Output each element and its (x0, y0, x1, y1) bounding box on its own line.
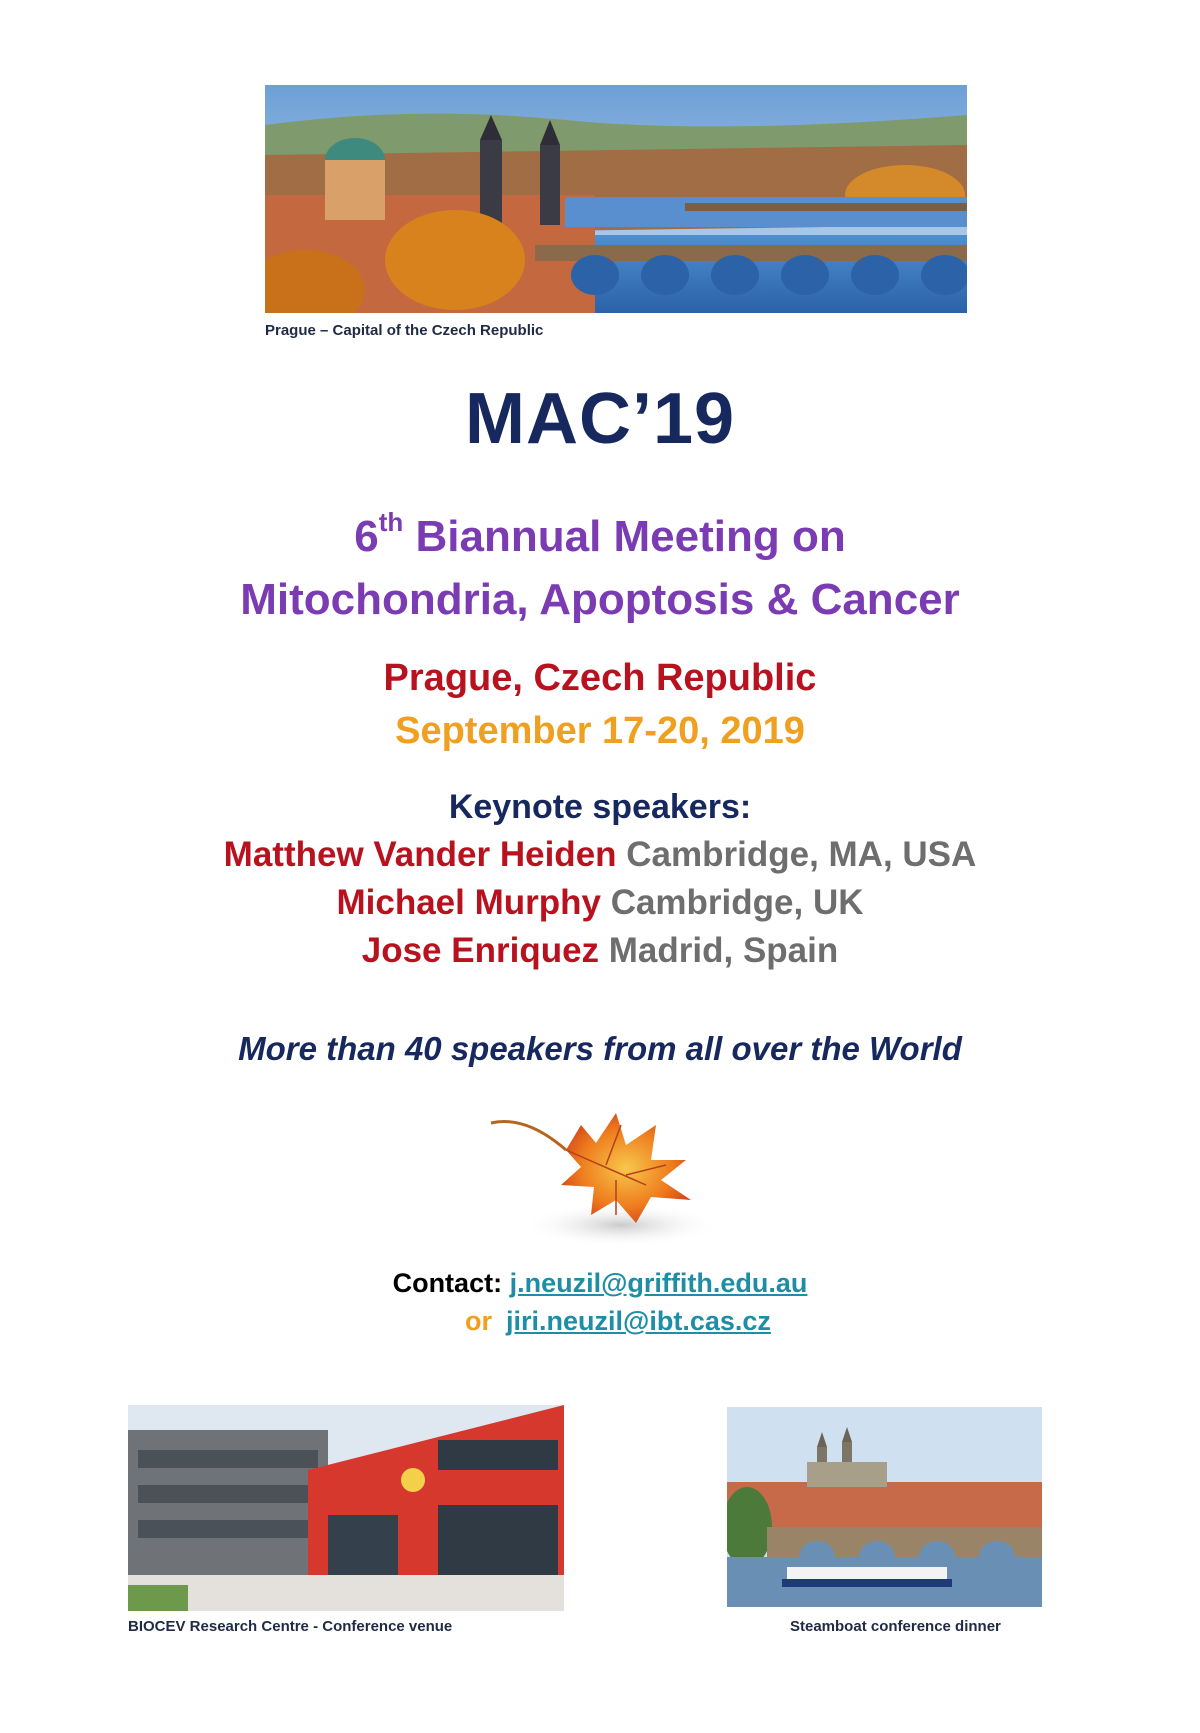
contact-or: or (465, 1306, 492, 1336)
keynote-speaker (0, 835, 1200, 875)
speaker-place: Cambridge, MA, USA (616, 835, 977, 874)
keynote-speaker (0, 931, 1200, 971)
meeting-ordinal: 6 (354, 512, 379, 561)
contact-line (0, 1268, 1200, 1299)
speaker-place: Madrid, Spain (599, 931, 839, 970)
speaker-place: Cambridge, UK (600, 883, 864, 922)
speaker-name: Jose Enriquez (361, 931, 600, 970)
top-photo-caption: Prague – Capital of the Czech Republic (265, 322, 544, 339)
location: Prague, Czech Republic (383, 657, 817, 699)
contact-label: Contact: (392, 1268, 503, 1298)
meeting-name-rest: Biannual Meeting on (403, 512, 846, 561)
biocev-building-photo (128, 1405, 564, 1611)
keynote-speaker (0, 883, 1200, 923)
bottom-right-caption: Steamboat conference dinner (790, 1618, 1001, 1635)
email-link-primary[interactable]: j.neuzil@griffith.edu.au (509, 1268, 808, 1298)
autumn-leaf-image (486, 1105, 726, 1255)
meeting-name-line2: Mitochondria, Apoptosis & Cancer (240, 575, 960, 624)
steamboat-photo (727, 1407, 1042, 1607)
speaker-name: Matthew Vander Heiden (223, 835, 617, 874)
prague-panorama-photo (265, 85, 967, 313)
bottom-left-caption: BIOCEV Research Centre - Conference venue (128, 1618, 453, 1635)
email-link-secondary[interactable]: jiri.neuzil@ibt.cas.cz (506, 1306, 771, 1336)
conference-title: MAC’19 (464, 379, 736, 459)
keynote-heading: Keynote speakers: (448, 788, 752, 826)
dates: September 17-20, 2019 (395, 710, 805, 752)
tagline: More than 40 speakers from all over the World (238, 1030, 962, 1067)
meeting-name-line1 (0, 507, 1200, 562)
meeting-ordinal-suffix: th (378, 507, 404, 537)
speaker-name: Michael Murphy (336, 883, 601, 922)
